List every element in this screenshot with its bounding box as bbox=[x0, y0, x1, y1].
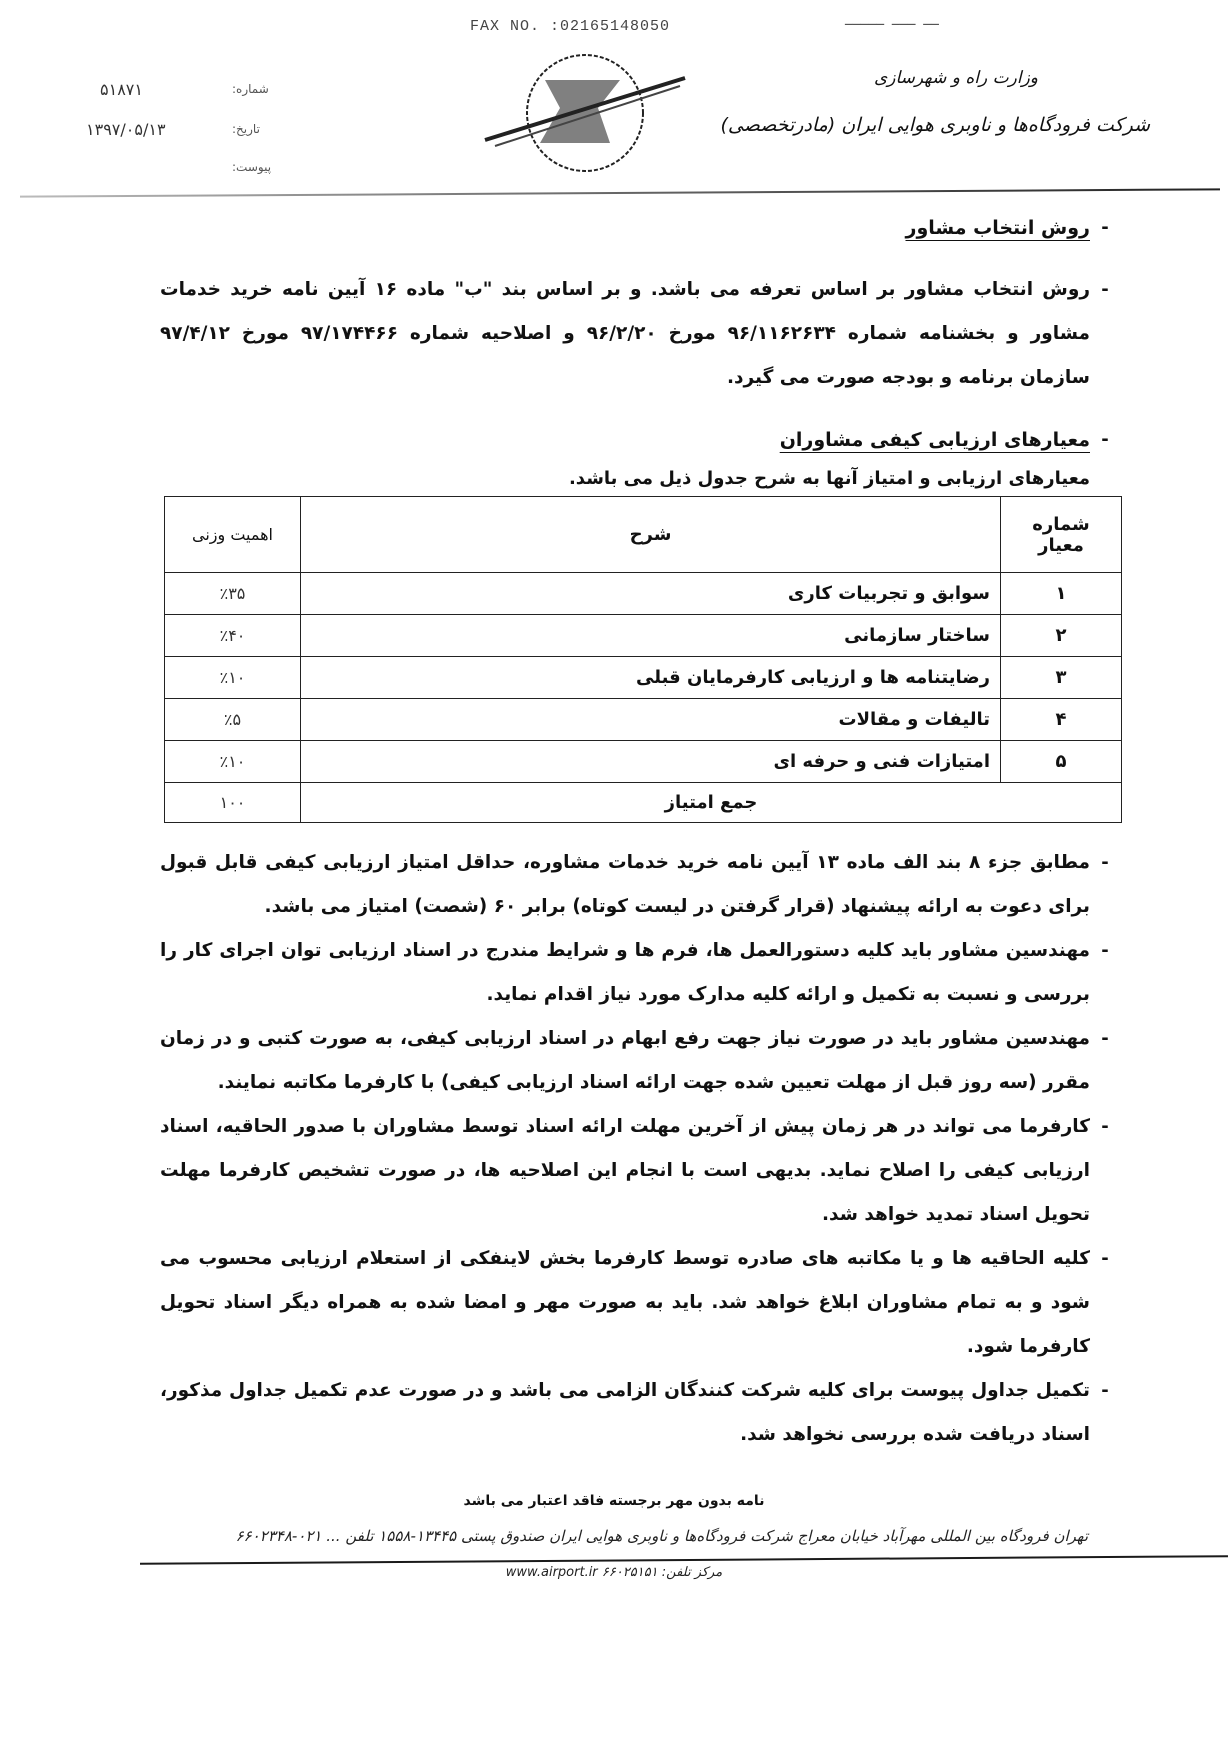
table-row bbox=[165, 615, 1122, 657]
section-evaluation-criteria bbox=[160, 418, 1120, 462]
header-description: شرح bbox=[301, 497, 1001, 573]
letter-body bbox=[160, 0, 1120, 1457]
attachment-label: پیوست: bbox=[232, 160, 272, 174]
bullet-item bbox=[160, 1369, 1120, 1457]
table-header-row bbox=[165, 497, 1122, 573]
footer-website: مرکز تلفن: ۶۶۰۲۵۱۵۱ www.airport.ir bbox=[505, 1565, 723, 1580]
bullet-paragraph: تکمیل جداول پیوست برای کلیه شرکت کنندگان الزامی می باشد و در صورت عدم تکمیل جداول مذکور، اسناد دریافت شده بررسی نخواهد شد. bbox=[160, 1380, 1090, 1445]
footer-divider bbox=[140, 1555, 1228, 1565]
table-row bbox=[165, 657, 1122, 699]
bullet-paragraph: مطابق جزء ۸ بند الف ماده ۱۳ آیین نامه خرید خدمات مشاوره، حداقل امتیاز ارزیابی کیفی قابل قبول برای دعوت به ارائه پیشنهاد (قرار گرفتن در لیست کوتاه) برابر ۶۰ (شصت) امتیاز می باشد. bbox=[160, 852, 1090, 917]
row-description: امتیازات فنی و حرفه ای bbox=[301, 741, 1001, 783]
bullet-item bbox=[160, 929, 1120, 1017]
section-selection-method bbox=[160, 206, 1120, 250]
bullet-marker: - bbox=[1101, 852, 1109, 873]
footer-address: تهران فرودگاه بین المللی مهرآباد خیابان معراج شرکت فرودگاه‌ها و ناوبری هوایی ایران صندوق پستی ۱۳۴۴۵-۱۵۵۸ تلفن ... ۰۲۱-۶۶۰۲۳۴۸ bbox=[235, 1527, 1088, 1545]
bullet-marker: - bbox=[1101, 1380, 1109, 1401]
letter-date: ۱۳۹۷/۰۵/۱۳ bbox=[86, 120, 166, 139]
row-number: ۱ bbox=[1001, 573, 1122, 615]
row-weight: ٪۱۰ bbox=[165, 657, 301, 699]
table-row bbox=[165, 741, 1122, 783]
bullet-paragraph: کلیه الحاقیه ها و یا مکاتبه های صادره توسط کارفرما بخش لاینفکی از استعلام ارزیابی محسوب می شود و به تمام مشاوران ابلاغ خواهد شد. باید به صورت مهر و امضا شده به همراه دیگر اسناد تحویل کارفرما شود. bbox=[160, 1248, 1090, 1357]
bullet-marker: - bbox=[1101, 1116, 1109, 1137]
bullet-marker: - bbox=[1101, 217, 1109, 238]
row-number: ۴ bbox=[1001, 699, 1122, 741]
row-description: سوابق و تجربیات کاری bbox=[301, 573, 1001, 615]
bullet-item bbox=[160, 1237, 1120, 1369]
table-total-row bbox=[165, 783, 1122, 823]
total-value: ۱۰۰ bbox=[165, 783, 301, 823]
selection-method-paragraph: روش انتخاب مشاور بر اساس تعرفه می باشد. و بر اساس بند "ب" ماده ۱۶ آیین نامه خرید خدمات مشاور و بخشنامه شماره ۹۶/۱۱۶۲۶۳۴ مورخ ۹۶/۲/۲۰ و اصلاحیه شماره ۹۷/۱۷۴۴۶۶ مورخ ۹۷/۴/۱۲ سازمان برنامه و بودجه صورت می گیرد. bbox=[160, 279, 1090, 388]
section-heading-selection-method: روش انتخاب مشاور bbox=[905, 217, 1090, 239]
bullet-marker: - bbox=[1101, 940, 1109, 961]
bullet-marker: - bbox=[1101, 1028, 1109, 1049]
row-number: ۵ bbox=[1001, 741, 1122, 783]
row-weight: ٪۵ bbox=[165, 699, 301, 741]
bullet-item bbox=[160, 1017, 1120, 1105]
row-number: ۲ bbox=[1001, 615, 1122, 657]
bullet-marker: - bbox=[1101, 279, 1109, 300]
company-name: شرکت فرودگاه‌ها و ناوبری هوایی ایران (مادرتخصصی) bbox=[720, 114, 1150, 136]
row-number: ۳ bbox=[1001, 657, 1122, 699]
date-label: تاریخ: bbox=[232, 122, 260, 136]
letter-footer bbox=[0, 1493, 1228, 1610]
bullet-paragraph: مهندسین مشاور باید کلیه دستورالعمل ها، فرم ها و شرایط مندرج در اسناد ارزیابی توان اجرای کار را بررسی و نسبت به تکمیل و ارائه کلیه مدارک مورد نیاز اقدام نماید. bbox=[160, 940, 1090, 1005]
bullet-marker: - bbox=[1101, 1248, 1109, 1269]
table-row bbox=[165, 573, 1122, 615]
row-description: تالیفات و مقالات bbox=[301, 699, 1001, 741]
bullet-marker: - bbox=[1101, 429, 1109, 450]
total-label: جمع امتیاز bbox=[301, 783, 1122, 823]
selection-method-item bbox=[160, 268, 1120, 400]
row-weight: ٪۱۰ bbox=[165, 741, 301, 783]
header-number: شماره معیار bbox=[1001, 497, 1122, 573]
letter-number: ۵۱۸۷۱ bbox=[100, 80, 143, 99]
bullet-paragraph: مهندسین مشاور باید در صورت نیاز جهت رفع ابهام در اسناد ارزیابی کیفی، به صورت کتبی و در زمان مقرر (سه روز قبل از مهلت تعیین شده جهت ارائه اسناد ارزیابی کیفی) با کارفرما مکاتبه نمایند. bbox=[160, 1028, 1090, 1093]
row-description: رضایتنامه ها و ارزیابی کارفرمایان قبلی bbox=[301, 657, 1001, 699]
bullet-paragraph: کارفرما می تواند در هر زمان پیش از آخرین مهلت ارائه اسناد توسط مشاوران با صدور الحاقیه، اسناد ارزیابی کیفی را اصلاح نماید. بدیهی است با انجام این اصلاحیه ها، در صورت تشخیص کارفرما مهلت تحویل اسناد تمدید خواهد شد. bbox=[160, 1116, 1090, 1225]
section-heading-evaluation-criteria: معیارهای ارزیابی کیفی مشاوران bbox=[779, 429, 1090, 451]
criteria-intro: معیارهای ارزیابی و امتیاز آنها به شرح جدول ذیل می باشد. bbox=[568, 468, 1090, 489]
bullet-item bbox=[160, 1105, 1120, 1237]
ministry-name: وزارت راه و شهرسازی bbox=[873, 68, 1038, 88]
header-weight: اهمیت وزنی bbox=[165, 497, 301, 573]
criteria-table bbox=[164, 496, 1122, 823]
row-weight: ٪۳۵ bbox=[165, 573, 301, 615]
row-weight: ٪۴۰ bbox=[165, 615, 301, 657]
row-description: ساختار سازمانی bbox=[301, 615, 1001, 657]
fax-header-extra: ــ ـــ ـــــ bbox=[845, 14, 939, 29]
table-row bbox=[165, 699, 1122, 741]
number-label: شماره: bbox=[232, 82, 269, 96]
fax-header: FAX NO. :02165148050 bbox=[470, 18, 671, 35]
seal-validity-note: نامه بدون مهر برجسته فاقد اعتبار می باشد bbox=[463, 1493, 765, 1509]
bullet-item bbox=[160, 841, 1120, 929]
